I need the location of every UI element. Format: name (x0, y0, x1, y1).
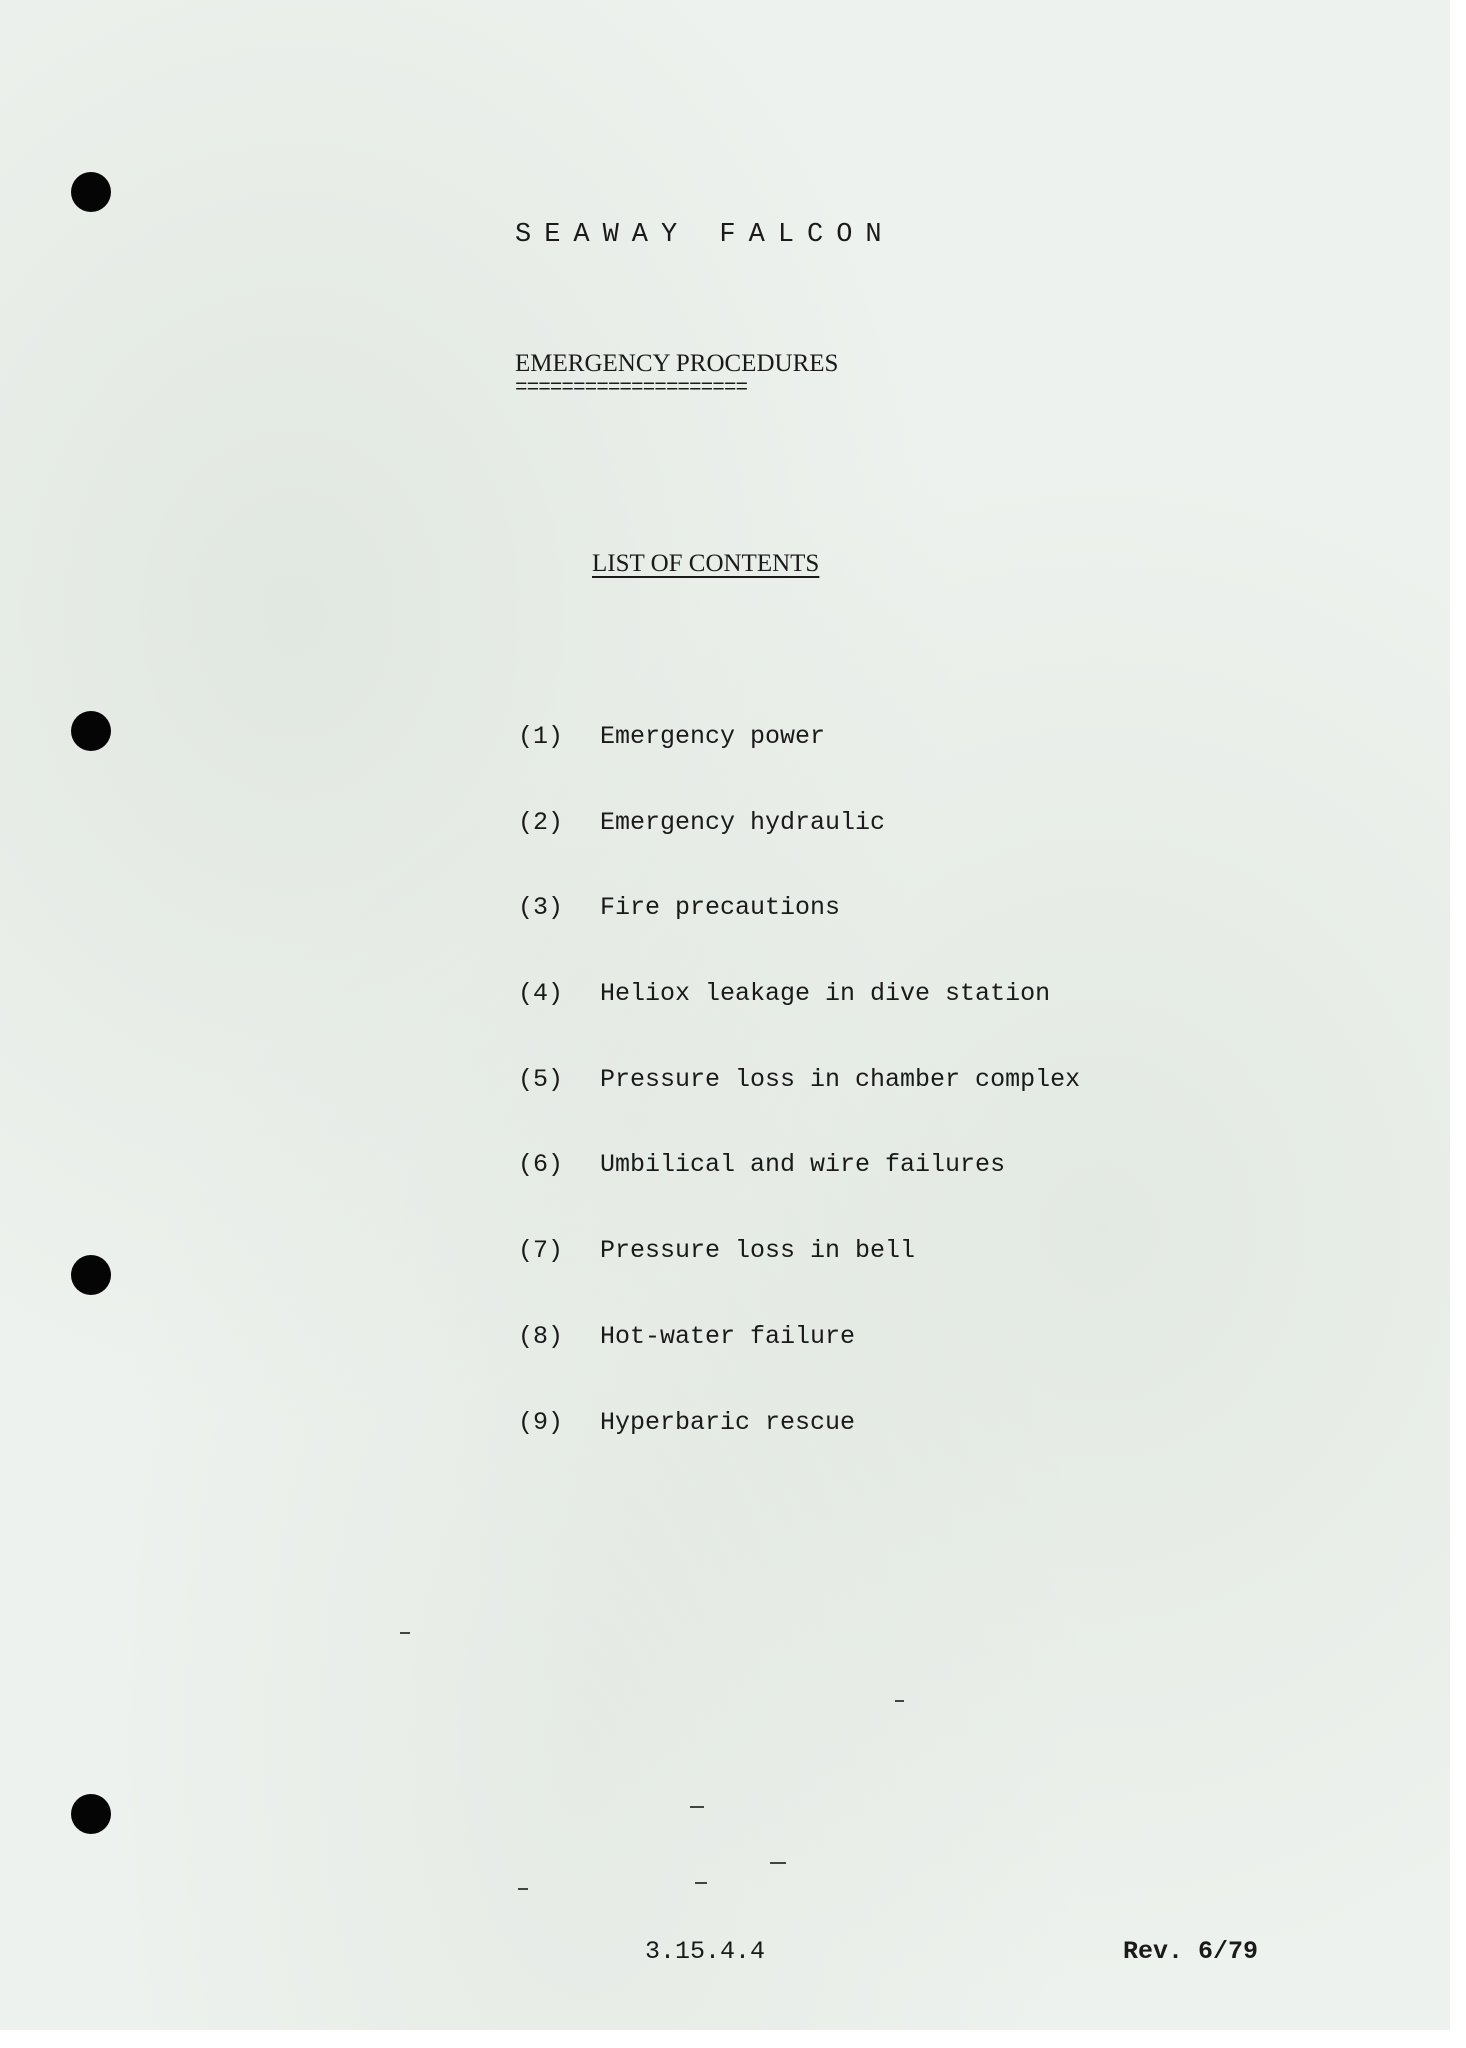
item-number: (5) (518, 1064, 564, 1094)
punch-hole-icon (71, 1794, 111, 1834)
contents-list (518, 722, 1080, 1493)
contents-item (518, 893, 1080, 979)
contents-item (518, 1236, 1080, 1322)
ship-name-title: SEAWAY FALCON (515, 220, 895, 250)
punch-hole-icon (71, 1255, 111, 1295)
punch-hole-icon (71, 172, 111, 212)
contents-heading: LIST OF CONTENTS (592, 550, 820, 577)
item-number: (8) (518, 1321, 564, 1351)
section-title: EMERGENCY PROCEDURES (515, 350, 839, 377)
stray-mark (400, 1632, 410, 1634)
stray-mark (690, 1806, 704, 1808)
stray-mark (695, 1882, 707, 1884)
item-number: (2) (518, 807, 564, 837)
item-number: (9) (518, 1407, 564, 1437)
revision-label: Rev. 6/79 (1123, 1937, 1259, 1966)
punch-hole-icon (71, 711, 111, 751)
item-label: Pressure loss in chamber complex (600, 1064, 1081, 1094)
page-edge (1450, 0, 1466, 2048)
item-label: Emergency hydraulic (600, 807, 886, 837)
item-label: Hot-water failure (600, 1321, 856, 1351)
page-bottom-edge (0, 2030, 1466, 2048)
stray-mark (770, 1862, 786, 1864)
section-title-underline: ==================== (515, 377, 748, 400)
item-number: (1) (518, 722, 564, 751)
item-label: Emergency power (600, 722, 826, 751)
item-label: Umbilical and wire failures (600, 1150, 1006, 1180)
item-label: Pressure loss in bell (600, 1236, 916, 1266)
contents-item (518, 979, 1080, 1065)
item-label: Hyperbaric rescue (600, 1407, 856, 1437)
item-number: (6) (518, 1150, 564, 1180)
contents-item (518, 1322, 1080, 1408)
contents-item (518, 1408, 1080, 1494)
item-number: (3) (518, 893, 564, 923)
stray-mark (518, 1888, 528, 1890)
stray-mark (895, 1700, 904, 1702)
contents-item (518, 1150, 1080, 1236)
contents-item (518, 1065, 1080, 1151)
item-number: (4) (518, 979, 564, 1009)
item-number: (7) (518, 1236, 564, 1266)
item-label: Fire precautions (600, 893, 841, 923)
item-label: Heliox leakage in dive station (600, 979, 1051, 1009)
contents-item (518, 722, 1080, 808)
document-code: 3.15.4.4 (645, 1937, 766, 1966)
contents-item (518, 808, 1080, 894)
